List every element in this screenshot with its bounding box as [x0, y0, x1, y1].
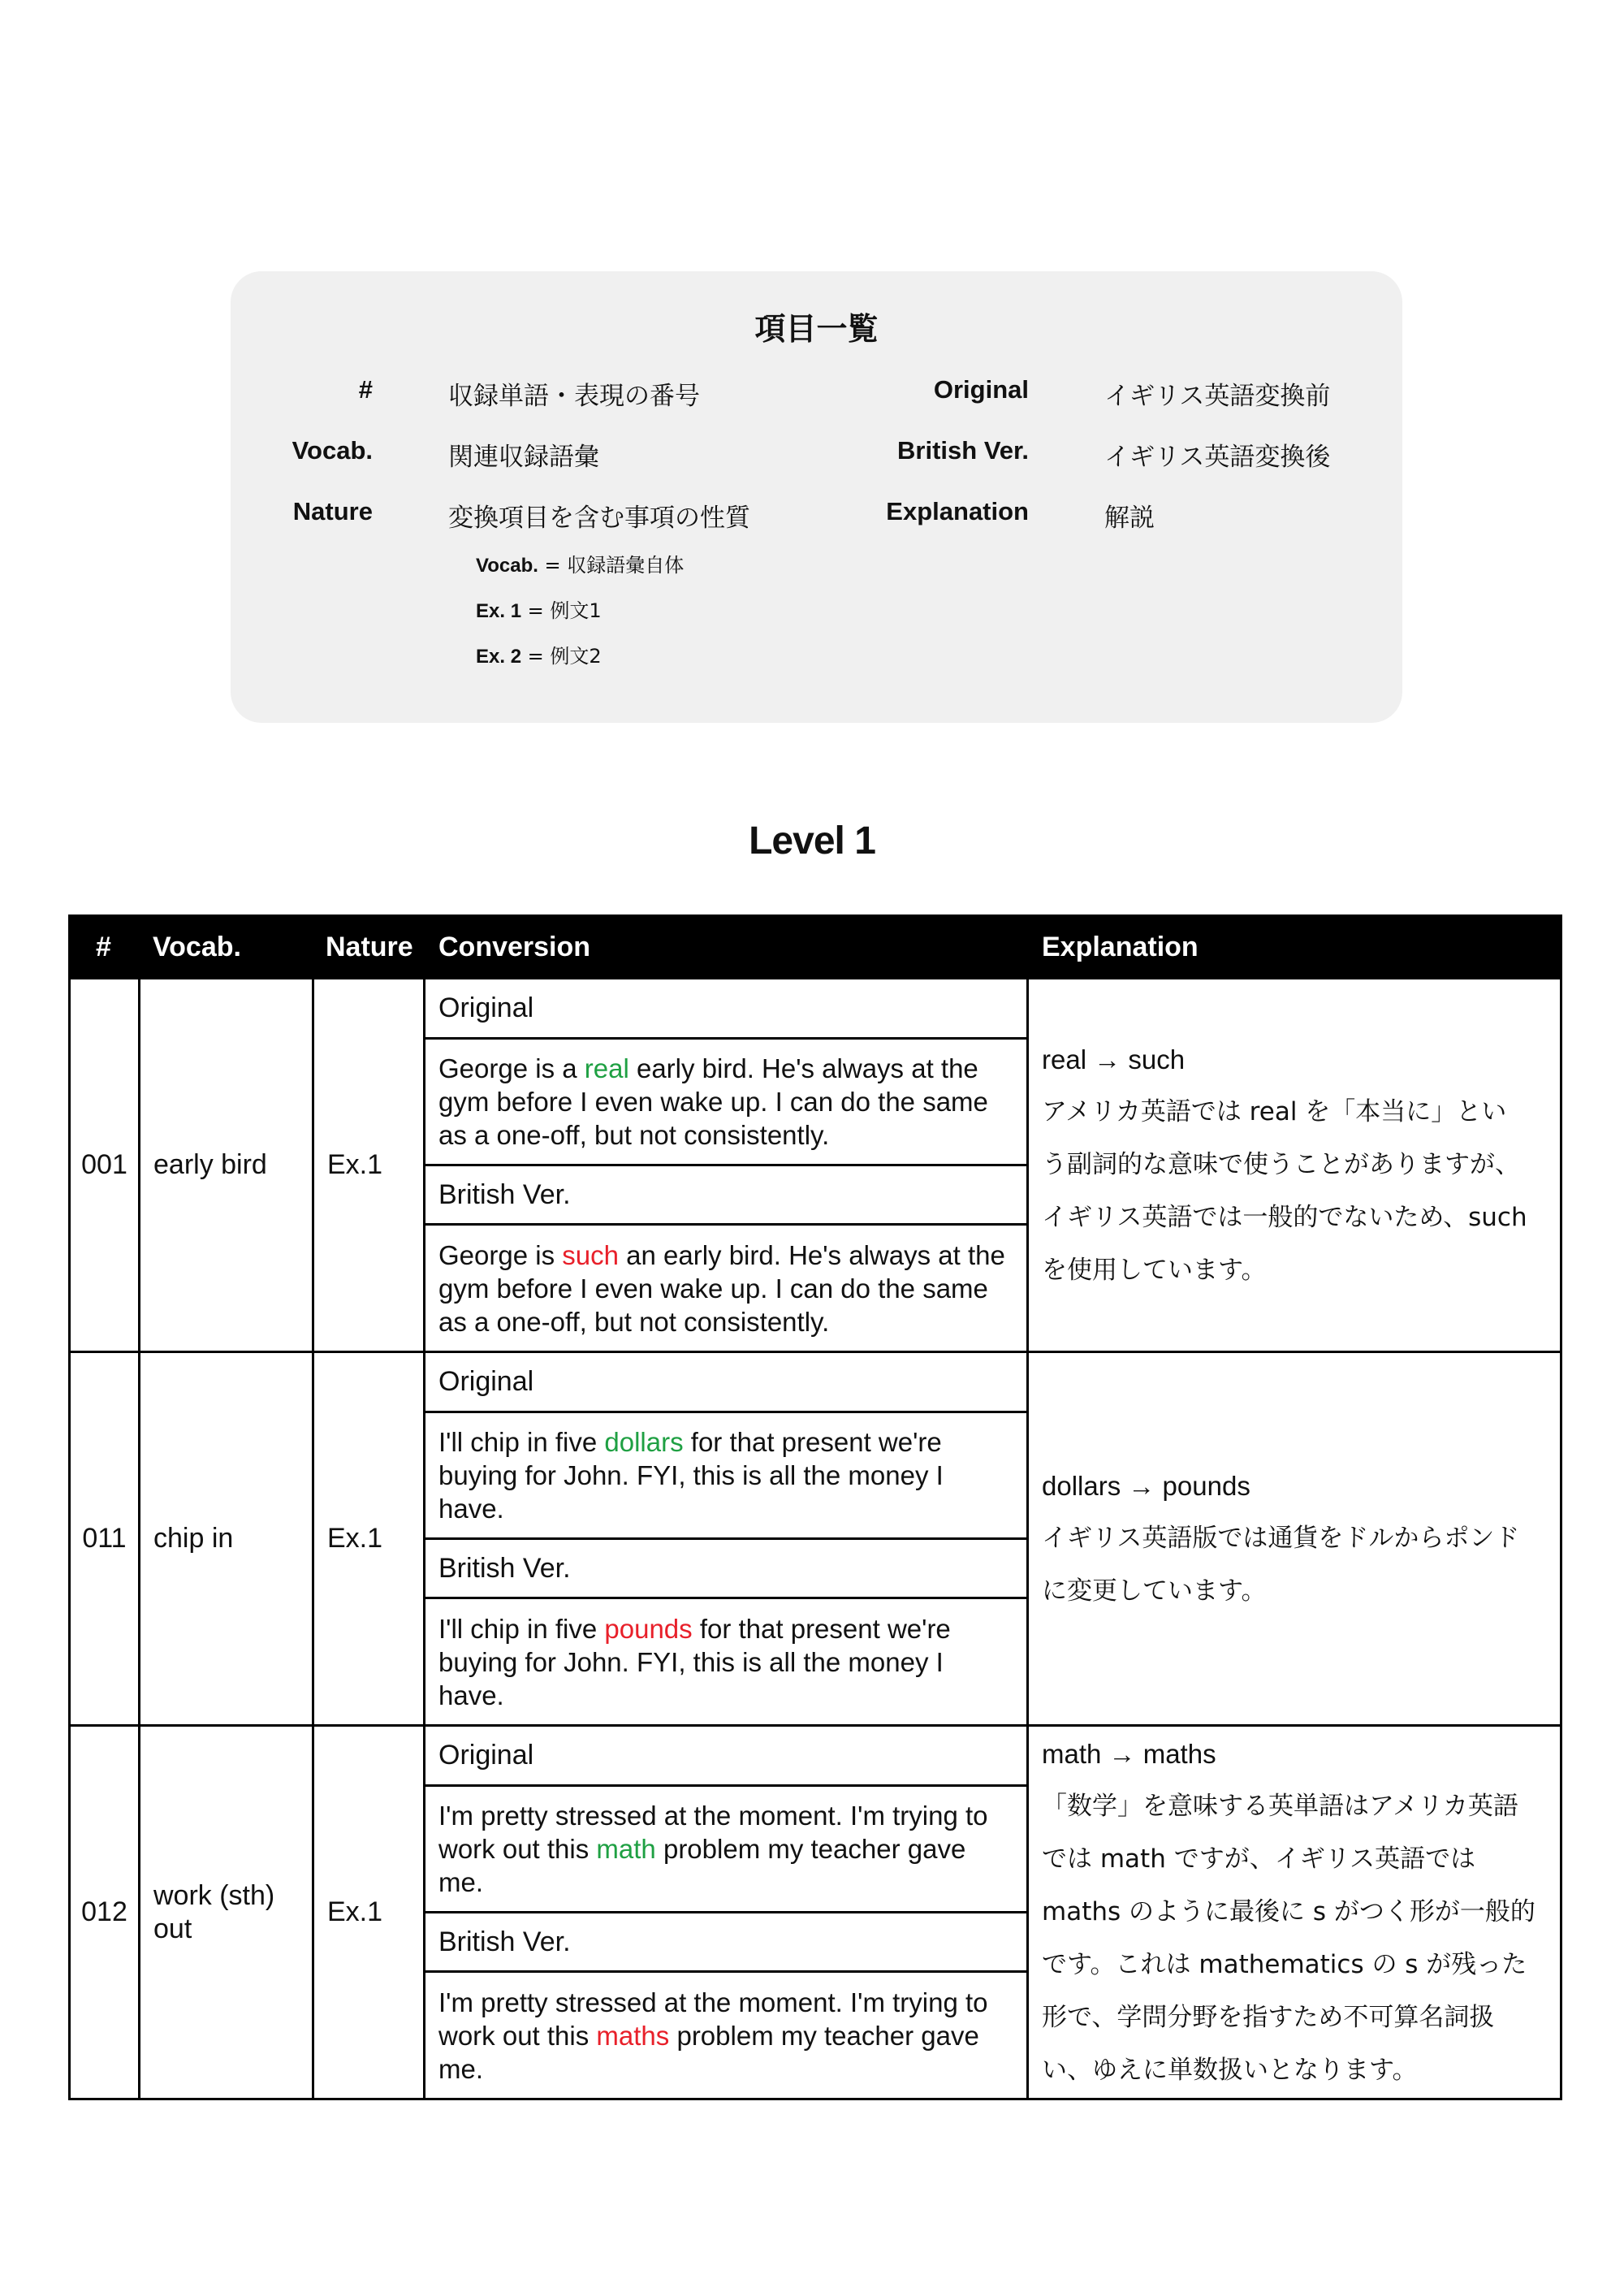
row-nature: Ex.1	[327, 1149, 383, 1180]
legend-key: #	[358, 375, 373, 404]
row-vocab: chip in	[153, 1523, 234, 1554]
explanation-head: real → such	[1042, 1044, 1186, 1074]
british-highlight: pounds	[604, 1613, 693, 1644]
british-text: I'm pretty stressed at the moment. I'm trying to work out this maths problem my teacher gave me.	[438, 1987, 988, 2084]
explanation-line: に変更しています。	[1042, 1576, 1267, 1606]
header-vocab: Vocab.	[153, 932, 241, 962]
original-text: George is a real early bird. He's always at the gym before I even wake up. I can do the same as a one-off, but not consistently.	[438, 1053, 988, 1150]
legend-title: 項目一覧	[754, 311, 879, 347]
legend-key: Original	[933, 375, 1029, 404]
legend-box	[231, 271, 1402, 723]
british-highlight: such	[562, 1239, 619, 1270]
legend-key: Vocab.	[292, 436, 373, 465]
legend-value: 関連収録語彙	[448, 443, 599, 472]
explanation-line: イギリス英語では一般的でないため、such	[1042, 1203, 1527, 1232]
legend-value: 収録単語・表現の番号	[448, 382, 700, 411]
row-vocab: work (sth) out	[153, 1879, 275, 1944]
original-label: Original	[438, 1740, 534, 1771]
grid-line	[68, 2098, 1562, 2100]
explanation-line: maths のように最後に s がつく形が一般的	[1042, 1897, 1535, 1926]
row-number: 011	[82, 1523, 127, 1554]
british-label: British Ver.	[438, 1926, 571, 1957]
original-highlight: real	[584, 1053, 629, 1083]
original-label: Original	[438, 1366, 534, 1397]
legend-key: Explanation	[886, 497, 1029, 525]
header-explanation: Explanation	[1042, 932, 1199, 962]
explanation-head: math → maths	[1042, 1739, 1216, 1769]
explanation-line: です。これは mathematics の s が残った	[1042, 1950, 1527, 1979]
legend-value: イギリス英語変換後	[1104, 443, 1331, 472]
explanation-line: い、ゆえに単数扱いとなります。	[1042, 2056, 1418, 2085]
explanation-line: では math ですが、イギリス英語では	[1042, 1844, 1476, 1874]
legend-key: Nature	[292, 497, 373, 525]
row-vocab: early bird	[153, 1149, 267, 1180]
grid-line	[1560, 979, 1562, 2100]
header-num: #	[96, 932, 111, 962]
british-text: George is such an early bird. He's always at the gym before I even wake up. I can do the same as a one-off, but not consistently.	[438, 1239, 1005, 1337]
british-text: I'll chip in five pounds for that present we're buying for John. FYI, this is all the money I have.	[438, 1613, 951, 1710]
explanation-line: う副詞的な意味で使うことがありますが、	[1042, 1150, 1520, 1179]
row-nature: Ex.1	[327, 1896, 383, 1927]
british-label: British Ver.	[438, 1178, 571, 1210]
row-number: 001	[81, 1149, 127, 1180]
original-text: I'm pretty stressed at the moment. I'm trying to work out this math problem my teacher gave me.	[438, 1801, 988, 1897]
level-title: Level 1	[749, 819, 875, 863]
header-nature: Nature	[326, 932, 413, 962]
explanation-line: 「数学」を意味する英単語はアメリカ英語	[1042, 1792, 1518, 1821]
legend-value: 変換項目を含む事項の性質	[448, 504, 750, 533]
explanation-head: dollars → pounds	[1042, 1471, 1250, 1501]
original-highlight: math	[596, 1834, 656, 1864]
british-highlight: maths	[596, 2020, 670, 2051]
table-header	[68, 915, 1562, 979]
explanation-line: 形で、学問分野を指すため不可算名詞扱	[1042, 2003, 1495, 2032]
explanation	[1029, 1353, 1560, 1724]
original-label: Original	[438, 992, 534, 1023]
header-conversion: Conversion	[438, 932, 591, 962]
row-nature: Ex.1	[327, 1523, 383, 1554]
original-text: I'll chip in five dollars for that present we're buying for John. FYI, this is all the money I have.	[438, 1427, 944, 1524]
legend-key: British Ver.	[897, 436, 1029, 465]
legend-value: 解説	[1104, 504, 1155, 533]
conversion-table	[68, 915, 1562, 2100]
nature-note: Vocab. = 収録語彙自体	[476, 554, 685, 577]
explanation-line: イギリス英語版では通貨をドルからポンド	[1042, 1524, 1520, 1553]
explanation-line: アメリカ英語では real を「本当に」とい	[1042, 1097, 1507, 1126]
explanation	[1029, 979, 1560, 1351]
row-number: 012	[81, 1896, 127, 1927]
british-label: British Ver.	[438, 1552, 571, 1584]
explanation-line: を使用しています。	[1042, 1256, 1267, 1285]
legend-value: イギリス英語変換前	[1104, 382, 1331, 411]
nature-note: Ex. 1 = 例文1	[476, 599, 602, 622]
explanation	[1029, 1727, 1560, 2098]
original-highlight: dollars	[604, 1427, 684, 1457]
nature-note: Ex. 2 = 例文2	[476, 645, 602, 668]
